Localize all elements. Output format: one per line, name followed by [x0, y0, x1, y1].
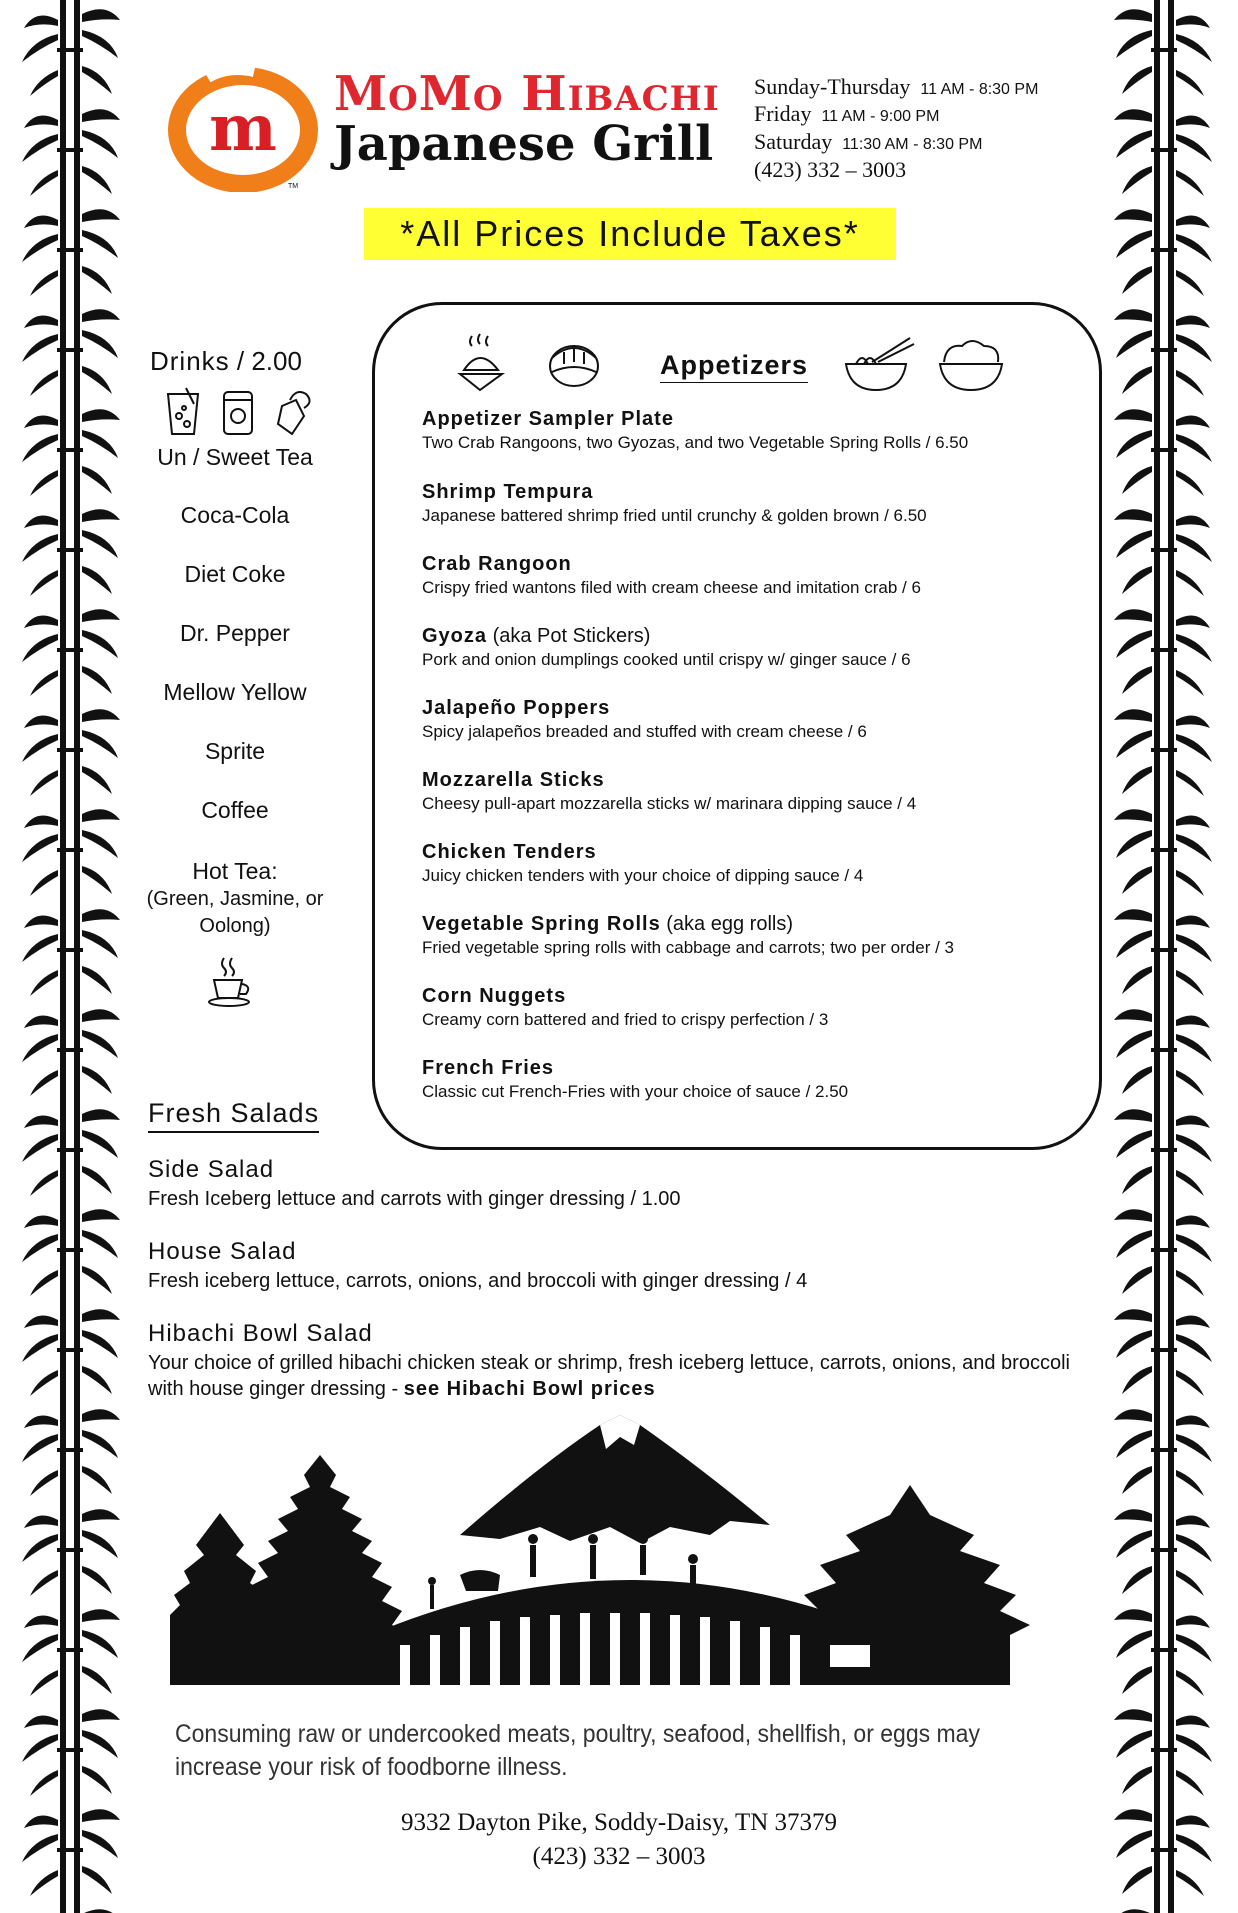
soda-glass-icon — [168, 388, 198, 434]
appetizer-item: Crab Rangoon Crispy fried wantons filed with cream cheese and imitation crab / 6 — [422, 553, 921, 597]
tax-banner: *All Prices Include Taxes* — [364, 208, 896, 260]
appetizer-item: Gyoza (aka Pot Stickers) Pork and onion dumplings cooked until crispy w/ ginger sauce / 6 — [422, 625, 911, 669]
appetizers-title: Appetizers — [660, 350, 808, 383]
salads-title: Fresh Salads — [148, 1098, 319, 1133]
salad-item: House Salad Fresh iceberg lettuce, carrots, onions, and broccoli with ginger dressing / 4 — [148, 1238, 808, 1292]
drink-item: Dr. Pepper — [180, 620, 290, 646]
dumpling-plate-icon — [460, 334, 502, 390]
drink-item: Sprite — [204, 738, 266, 764]
footer-address: 9332 Dayton Pike, Soddy-Daisy, TN 37379 — [400, 1809, 838, 1836]
hot-tea-label: Hot Tea: — [192, 858, 278, 884]
appetizer-item: Shrimp Tempura Japanese battered shrimp fried until crunchy & golden brown / 6.50 — [422, 481, 927, 525]
salad-item: Side Salad Fresh Iceberg lettuce and carrots with ginger dressing / 1.00 — [148, 1156, 681, 1210]
momo-logo — [168, 62, 318, 192]
appetizer-item: Chicken Tenders Juicy chicken tenders with your choice of dipping sauce / 4 — [422, 841, 864, 885]
hot-tea-options: (Green, Jasmine, or Oolong) — [146, 888, 324, 937]
appetizer-item: Corn Nuggets Creamy corn battered and fried to crispy perfection / 3 — [422, 985, 829, 1029]
brand-subtitle: Japanese Grill — [334, 116, 714, 172]
hours-sun-thu: Sunday-Thursday 11 AM - 8:30 PM — [754, 74, 1039, 99]
rice-bowl-icon — [940, 341, 1002, 390]
appetizer-item: Jalapeño Poppers Spicy jalapeños breaded and stuffed with cream cheese / 6 — [422, 697, 867, 741]
gyoza-icon — [550, 346, 598, 386]
appetizer-item: Appetizer Sampler Plate Two Crab Rangoons, two Gyozas, and two Vegetable Spring Rolls / 6.50 — [422, 408, 969, 452]
coffee-cup-icon — [206, 954, 254, 1010]
drink-item: Un / Sweet Tea — [157, 444, 313, 470]
appetizer-item: French Fries Classic cut French-Fries with your choice of sauce / 2.50 — [422, 1057, 849, 1101]
drinks-title: Drinks / 2.00 — [150, 346, 302, 376]
footer-contact — [0, 1806, 1238, 1874]
japanese-skyline-illustration — [170, 1395, 1050, 1685]
noodle-bowl-icon — [846, 338, 914, 390]
bamboo-border-left — [22, 0, 122, 1913]
appetizer-item: Vegetable Spring Rolls (aka egg rolls) Fried vegetable spring rolls with cabbage and carrots; two per order / 3 — [422, 913, 954, 957]
drink-item: Diet Coke — [184, 561, 286, 587]
hours-saturday: Saturday 11:30 AM - 8:30 PM — [754, 129, 983, 154]
drink-item: Coffee — [201, 797, 269, 823]
bamboo-border-right — [1112, 0, 1212, 1913]
food-safety-warning: Consuming raw or undercooked meats, poultry, seafood, shellfish, or eggs may increase your risk of foodborne illness. — [175, 1720, 980, 1781]
logo-trademark: TM — [288, 183, 299, 190]
drink-item: Coca-Cola — [180, 502, 290, 528]
tea-bag-icon — [278, 392, 310, 434]
hours-friday: Friday 11 AM - 9:00 PM — [754, 101, 940, 126]
footer-phone: (423) 332 – 3003 — [532, 1843, 706, 1870]
soda-can-icon — [224, 392, 252, 434]
header-phone: (423) 332 – 3003 — [754, 157, 907, 182]
drink-item: Mellow Yellow — [163, 679, 307, 705]
appetizer-item: Mozzarella Sticks Cheesy pull-apart mozzarella sticks w/ marinara dipping sauce / 4 — [422, 769, 917, 813]
brand-name: MoMo Hibachi — [334, 66, 720, 122]
salad-item: Hibachi Bowl Salad Your choice of grilled hibachi chicken steak or shrimp, fresh iceberg lettuce, carrots, onions, and broccoli with house ginger dressing - see Hibachi Bowl prices — [148, 1320, 1070, 1400]
logo-letter: m — [209, 91, 277, 166]
drink-icons — [164, 386, 324, 436]
